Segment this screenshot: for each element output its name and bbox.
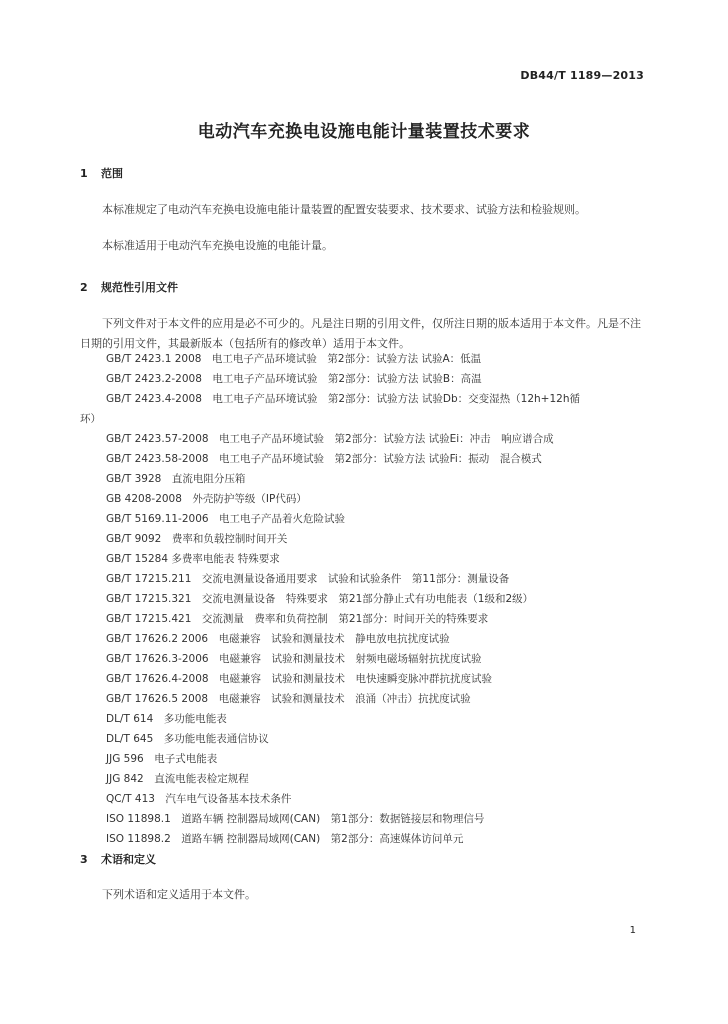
list-item: GB/T 9092 费率和负载控制时间开关 — [106, 533, 288, 545]
list-item: GB/T 17626.2 2006 电磁兼容 试验和测量技术 静电放电抗扰度试验 — [106, 633, 450, 645]
list-item: JJG 842 直流电能表检定规程 — [106, 773, 249, 785]
list-item: ISO 11898.1 道路车辆 控制器局域网(CAN) 第1部分：数据链接层和物理信号 — [106, 813, 485, 825]
section-heading-normative-references — [80, 279, 178, 295]
list-item: GB 4208-2008 外壳防护等级（IP代码） — [106, 493, 307, 505]
list-item: DL/T 645 多功能电能表通信协议 — [106, 733, 269, 745]
section-title: 术语和定义 — [101, 853, 156, 866]
list-item: DL/T 614 多功能电能表 — [106, 713, 227, 725]
document-title: 电动汽车充换电设施电能计量装置技术要求 — [197, 122, 531, 142]
section-heading-terms-definitions — [80, 851, 156, 867]
list-item: GB/T 2423.1 2008 电工电子产品环境试验 第2部分：试验方法 试验A：低温 — [106, 353, 482, 365]
paragraph: 本标准适用于电动汽车充换电设施的电能计量。 — [102, 239, 333, 252]
list-item: GB/T 17215.421 交流测量 费率和负荷控制 第21部分：时间开关的特殊要求 — [106, 613, 489, 625]
list-item: GB/T 5169.11-2006 电工电子产品着火危险试验 — [106, 513, 346, 525]
section-number: 3 — [80, 853, 88, 866]
list-item: 环） — [80, 413, 101, 425]
list-item: GB/T 2423.57-2008 电工电子产品环境试验 第2部分：试验方法 试验Ei：冲击 响应谱合成 — [106, 433, 554, 445]
list-item: GB/T 17215.211 交流电测量设备通用要求 试验和试验条件 第11部分：测量设备 — [106, 573, 510, 585]
section-heading-scope — [80, 165, 123, 181]
list-item: GB/T 2423.2-2008 电工电子产品环境试验 第2部分：试验方法 试验B：高温 — [106, 373, 482, 385]
page-number: 1 — [629, 925, 636, 936]
section-title: 范围 — [101, 167, 123, 180]
paragraph: 本标准规定了电动汽车充换电设施电能计量装置的配置安装要求、技术要求、试验方法和检验规则。 — [102, 203, 586, 216]
list-item: ISO 11898.2 道路车辆 控制器局域网(CAN) 第2部分：高速媒体访问单元 — [106, 833, 464, 845]
list-item: QC/T 413 汽车电气设备基本技术条件 — [106, 793, 292, 805]
list-item: GB/T 17626.5 2008 电磁兼容 试验和测量技术 浪涌（冲击）抗扰度试验 — [106, 693, 471, 705]
list-item: GB/T 2423.58-2008 电工电子产品环境试验 第2部分：试验方法 试验Fi：振动 混合模式 — [106, 453, 542, 465]
list-item: GB/T 3928 直流电阻分压箱 — [106, 473, 246, 485]
list-item: GB/T 17626.3-2006 电磁兼容 试验和测量技术 射频电磁场辐射抗扰度试验 — [106, 653, 482, 665]
list-item: JJG 596 电子式电能表 — [106, 753, 218, 765]
list-item: GB/T 15284 多费率电能表 特殊要求 — [106, 553, 280, 565]
list-item: GB/T 17626.4-2008 电磁兼容 试验和测量技术 电快速瞬变脉冲群抗扰度试验 — [106, 673, 493, 685]
paragraph: 下列文件对于本文件的应用是必不可少的。凡是注日期的引用文件，仅所注日期的版本适用于本文件。凡是不注日期的引用文件，其最新版本（包括所有的修改单）适用于本文件。 — [80, 317, 641, 350]
section-number: 1 — [80, 167, 88, 180]
list-item: GB/T 2423.4-2008 电工电子产品环境试验 第2部分：试验方法 试验Db：交变湿热（12h+12h循 — [106, 393, 580, 405]
section-number: 2 — [80, 281, 88, 294]
standard-code: DB44/T 1189—2013 — [520, 69, 644, 82]
section-title: 规范性引用文件 — [101, 281, 178, 294]
paragraph: 下列术语和定义适用于本文件。 — [102, 888, 256, 901]
list-item: GB/T 17215.321 交流电测量设备 特殊要求 第21部分静止式有功电能表（1级和2级） — [106, 593, 534, 605]
reference-list — [80, 349, 660, 849]
